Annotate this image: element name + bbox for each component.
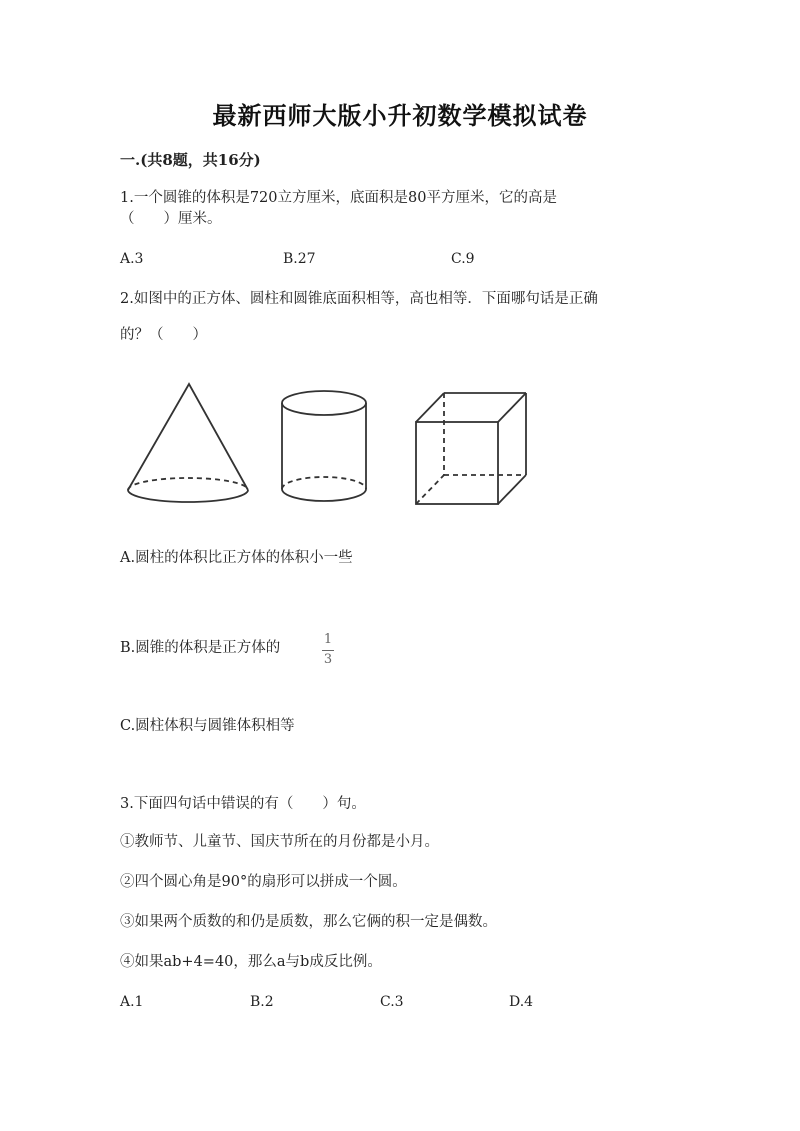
page-title: 最新西师大版小升初数学模拟试卷: [212, 101, 588, 130]
q2-option-b: B.圆锥的体积是正方体的: [120, 640, 281, 656]
q3-option-d: D.4: [509, 994, 534, 1010]
fraction-bar: [322, 650, 334, 651]
section-heading: 一.(共8题，共16分): [120, 151, 261, 169]
q1-option-b: B.27: [283, 251, 316, 267]
q2-option-a: A.圆柱的体积比正方体的体积小一些: [120, 550, 353, 566]
fraction-denominator: 3: [323, 652, 333, 667]
q3-statement-2: ②四个圆心角是90°的扇形可以拼成一个圆。: [120, 874, 407, 890]
q1-option-c: C.9: [451, 251, 475, 267]
q3-option-a: A.1: [120, 994, 144, 1010]
q3-statement-1: ①教师节、儿童节、国庆节所在的月份都是小月。: [120, 834, 439, 850]
q2-stem-line2: 的？（ ）: [120, 327, 207, 343]
q3-stem: 3.下面四句话中错误的有（ ）句。: [120, 796, 366, 812]
cylinder-shape: [282, 391, 366, 501]
cone-shape: [128, 384, 248, 502]
fraction-one-third: [321, 633, 335, 667]
fraction-numerator: 1: [323, 632, 333, 647]
q2-stem-line1: 2.如图中的正方体、圆柱和圆锥底面积相等，高也相等．下面哪句话是正确: [120, 291, 598, 307]
q3-statement-3: ③如果两个质数的和仍是质数，那么它俩的积一定是偶数。: [120, 914, 497, 930]
solids-figure: [120, 378, 540, 518]
q1-stem-line1: 1.一个圆锥的体积是720立方厘米，底面积是80平方厘米，它的高是: [120, 190, 557, 206]
q3-option-c: C.3: [380, 994, 404, 1010]
q3-option-b: B.2: [250, 994, 274, 1010]
q1-option-a: A.3: [120, 251, 144, 267]
q2-option-c: C.圆柱体积与圆锥体积相等: [120, 718, 295, 734]
q3-statement-4: ④如果ab+4=40，那么a与b成反比例。: [120, 954, 382, 970]
q1-stem-line2: （ ）厘米。: [120, 211, 222, 227]
cube-shape: [416, 393, 526, 504]
